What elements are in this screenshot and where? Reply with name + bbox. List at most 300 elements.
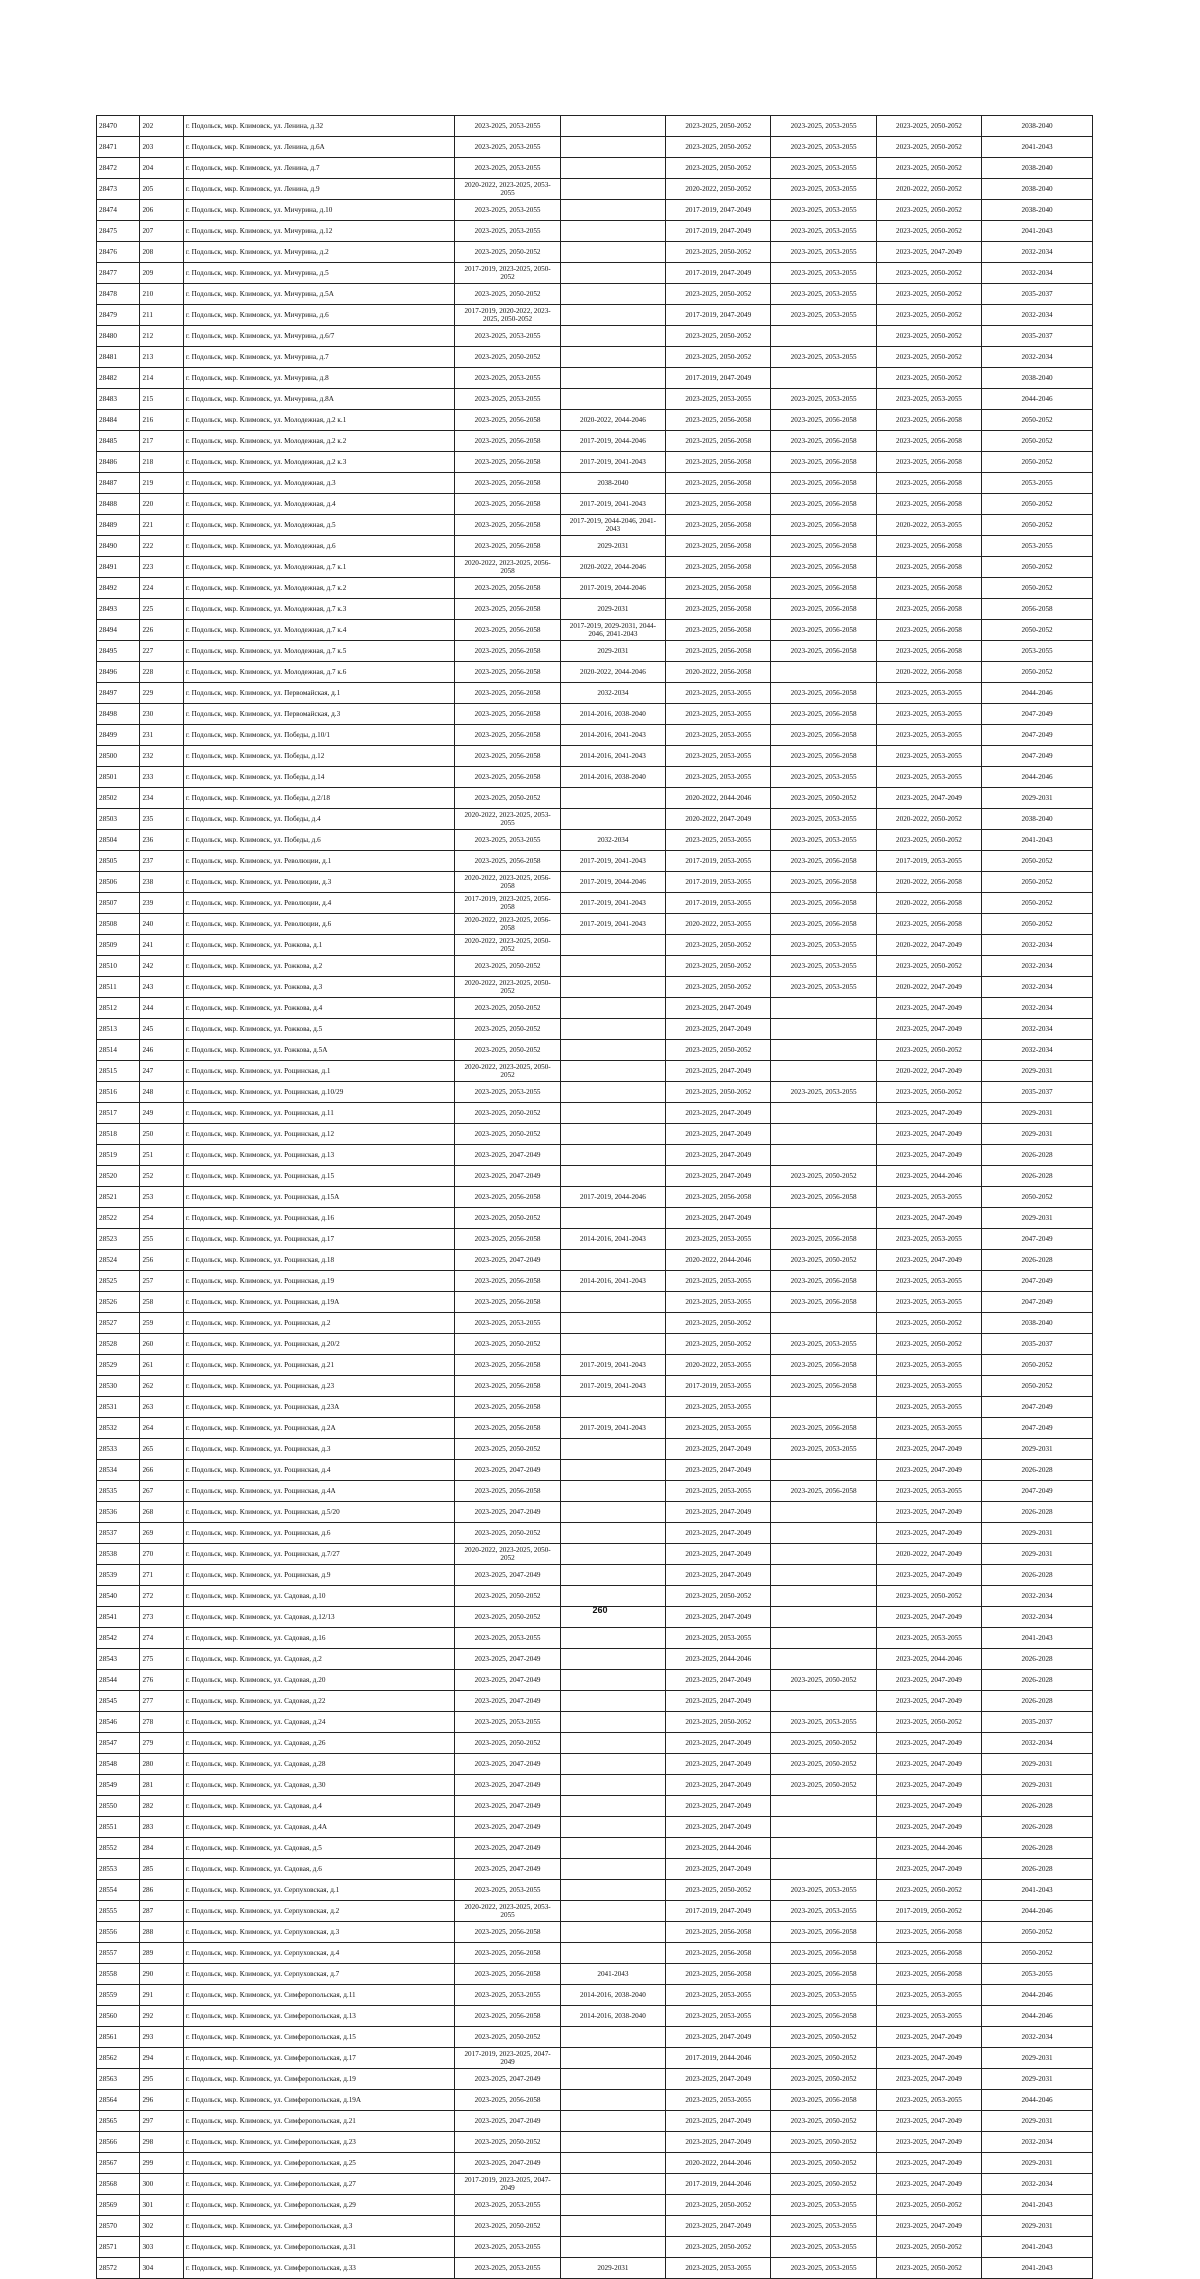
period-cell-2 [560, 1922, 665, 1943]
address-cell: г. Подольск, мкр. Климовск, ул. Рожкова, д.2 [183, 956, 455, 977]
period-cell-1: 2023-2025, 2047-2049 [455, 2153, 560, 2174]
period-cell-6: 2026-2028 [982, 1838, 1093, 1859]
address-cell: г. Подольск, мкр. Климовск, ул. Садовая, д.30 [183, 1775, 455, 1796]
number-cell: 240 [140, 914, 183, 935]
period-cell-4: 2023-2025, 2056-2058 [771, 1922, 876, 1943]
period-cell-6: 2047-2049 [982, 1481, 1093, 1502]
address-cell: г. Подольск, мкр. Климовск, ул. Рощинская, д.19А [183, 1292, 455, 1313]
period-cell-2 [560, 2027, 665, 2048]
period-cell-3: 2023-2025, 2050-2052 [666, 977, 771, 998]
period-cell-3: 2023-2025, 2053-2055 [666, 2006, 771, 2027]
table-row [97, 1943, 1093, 1964]
period-cell-6: 2050-2052 [982, 431, 1093, 452]
record-id-cell: 28545 [97, 1691, 140, 1712]
period-cell-5: 2023-2025, 2047-2049 [876, 1019, 981, 1040]
period-cell-6: 2050-2052 [982, 851, 1093, 872]
period-cell-5: 2023-2025, 2053-2055 [876, 1397, 981, 1418]
period-cell-1: 2023-2025, 2056-2058 [455, 2006, 560, 2027]
table-row [97, 1145, 1093, 1166]
number-cell: 230 [140, 704, 183, 725]
period-cell-1: 2023-2025, 2056-2058 [455, 2090, 560, 2111]
address-cell: г. Подольск, мкр. Климовск, ул. Рощинская, д.15А [183, 1187, 455, 1208]
table-row [97, 830, 1093, 851]
period-cell-1: 2023-2025, 2056-2058 [455, 725, 560, 746]
number-cell: 274 [140, 1628, 183, 1649]
record-id-cell: 28474 [97, 200, 140, 221]
period-cell-4 [771, 1691, 876, 1712]
record-id-cell: 28546 [97, 1712, 140, 1733]
address-cell: г. Подольск, мкр. Климовск, ул. Садовая, д.2 [183, 1649, 455, 1670]
address-cell: г. Подольск, мкр. Климовск, ул. Победы, д.4 [183, 809, 455, 830]
period-cell-1: 2023-2025, 2056-2058 [455, 851, 560, 872]
address-cell: г. Подольск, мкр. Климовск, ул. Рощинская, д.6 [183, 1523, 455, 1544]
number-cell: 262 [140, 1376, 183, 1397]
period-cell-2 [560, 1481, 665, 1502]
period-cell-5: 2023-2025, 2050-2052 [876, 1712, 981, 1733]
address-cell: г. Подольск, мкр. Климовск, ул. Серпуховская, д.2 [183, 1901, 455, 1922]
number-cell: 217 [140, 431, 183, 452]
address-cell: г. Подольск, мкр. Климовск, ул. Мичурина, д.8А [183, 389, 455, 410]
record-id-cell: 28519 [97, 1145, 140, 1166]
period-cell-6: 2029-2031 [982, 1754, 1093, 1775]
period-cell-5: 2023-2025, 2056-2058 [876, 536, 981, 557]
number-cell: 282 [140, 1796, 183, 1817]
number-cell: 243 [140, 977, 183, 998]
period-cell-6: 2050-2052 [982, 410, 1093, 431]
period-cell-6: 2044-2046 [982, 2006, 1093, 2027]
period-cell-2 [560, 2090, 665, 2111]
record-id-cell: 28568 [97, 2174, 140, 2195]
number-cell: 296 [140, 2090, 183, 2111]
period-cell-6: 2029-2031 [982, 788, 1093, 809]
record-id-cell: 28512 [97, 998, 140, 1019]
period-cell-1: 2023-2025, 2050-2052 [455, 956, 560, 977]
address-cell: г. Подольск, мкр. Климовск, ул. Рощинская, д.9 [183, 1565, 455, 1586]
address-cell: г. Подольск, мкр. Климовск, ул. Симферопольская, д.13 [183, 2006, 455, 2027]
table-row [97, 1502, 1093, 1523]
period-cell-3: 2023-2025, 2056-2058 [666, 431, 771, 452]
period-cell-6: 2050-2052 [982, 1922, 1093, 1943]
record-id-cell: 28490 [97, 536, 140, 557]
period-cell-3: 2023-2025, 2056-2058 [666, 410, 771, 431]
record-id-cell: 28536 [97, 1502, 140, 1523]
period-cell-6: 2032-2034 [982, 1607, 1093, 1628]
period-cell-3: 2023-2025, 2056-2058 [666, 536, 771, 557]
period-cell-4: 2023-2025, 2056-2058 [771, 1355, 876, 1376]
period-cell-6: 2053-2055 [982, 536, 1093, 557]
number-cell: 235 [140, 809, 183, 830]
number-cell: 221 [140, 515, 183, 536]
period-cell-2: 2029-2031 [560, 599, 665, 620]
address-cell: г. Подольск, мкр. Климовск, ул. Революции, д.4 [183, 893, 455, 914]
period-cell-1: 2023-2025, 2056-2058 [455, 1481, 560, 1502]
period-cell-2 [560, 1943, 665, 1964]
period-cell-4: 2023-2025, 2053-2055 [771, 116, 876, 137]
period-cell-2 [560, 368, 665, 389]
period-cell-4: 2023-2025, 2053-2055 [771, 1082, 876, 1103]
number-cell: 284 [140, 1838, 183, 1859]
period-cell-6: 2032-2034 [982, 2174, 1093, 2195]
period-cell-4: 2023-2025, 2053-2055 [771, 1439, 876, 1460]
period-cell-5: 2023-2025, 2047-2049 [876, 1691, 981, 1712]
period-cell-3: 2023-2025, 2050-2052 [666, 158, 771, 179]
record-id-cell: 28560 [97, 2006, 140, 2027]
period-cell-1: 2023-2025, 2050-2052 [455, 1040, 560, 1061]
period-cell-6: 2050-2052 [982, 1376, 1093, 1397]
period-cell-5: 2023-2025, 2050-2052 [876, 326, 981, 347]
table-row [97, 641, 1093, 662]
table-row [97, 1418, 1093, 1439]
period-cell-2: 2020-2022, 2044-2046 [560, 662, 665, 683]
period-cell-5: 2020-2022, 2047-2049 [876, 977, 981, 998]
number-cell: 241 [140, 935, 183, 956]
period-cell-2 [560, 158, 665, 179]
period-cell-1: 2023-2025, 2053-2055 [455, 1712, 560, 1733]
period-cell-1: 2023-2025, 2056-2058 [455, 1964, 560, 1985]
number-cell: 259 [140, 1313, 183, 1334]
period-cell-1: 2023-2025, 2047-2049 [455, 2069, 560, 2090]
period-cell-2: 2014-2016, 2041-2043 [560, 1271, 665, 1292]
period-cell-4: 2023-2025, 2056-2058 [771, 536, 876, 557]
period-cell-3: 2023-2025, 2047-2049 [666, 1166, 771, 1187]
table-row [97, 1061, 1093, 1082]
number-cell: 228 [140, 662, 183, 683]
record-id-cell: 28486 [97, 452, 140, 473]
address-cell: г. Подольск, мкр. Климовск, ул. Садовая, д.28 [183, 1754, 455, 1775]
period-cell-5: 2023-2025, 2056-2058 [876, 494, 981, 515]
period-cell-2 [560, 2132, 665, 2153]
address-cell: г. Подольск, мкр. Климовск, ул. Молодежная, д.7 к.3 [183, 599, 455, 620]
period-cell-1: 2023-2025, 2053-2055 [455, 1082, 560, 1103]
record-id-cell: 28563 [97, 2069, 140, 2090]
number-cell: 271 [140, 1565, 183, 1586]
period-cell-5: 2023-2025, 2056-2058 [876, 1922, 981, 1943]
address-cell: г. Подольск, мкр. Климовск, ул. Мичурина, д.2 [183, 242, 455, 263]
period-cell-4: 2023-2025, 2053-2055 [771, 305, 876, 326]
period-cell-5: 2023-2025, 2053-2055 [876, 767, 981, 788]
period-cell-2 [560, 1334, 665, 1355]
period-cell-6: 2038-2040 [982, 368, 1093, 389]
period-cell-4 [771, 998, 876, 1019]
period-cell-6: 2029-2031 [982, 1439, 1093, 1460]
period-cell-1: 2023-2025, 2056-2058 [455, 599, 560, 620]
number-cell: 268 [140, 1502, 183, 1523]
address-cell: г. Подольск, мкр. Климовск, ул. Симферопольская, д.29 [183, 2195, 455, 2216]
period-cell-1: 2023-2025, 2050-2052 [455, 2216, 560, 2237]
table-row [97, 1712, 1093, 1733]
period-cell-1: 2023-2025, 2050-2052 [455, 1124, 560, 1145]
table-row [97, 662, 1093, 683]
period-cell-2 [560, 305, 665, 326]
period-cell-2 [560, 1082, 665, 1103]
period-cell-6: 2050-2052 [982, 557, 1093, 578]
table-row [97, 935, 1093, 956]
period-cell-6: 2032-2034 [982, 263, 1093, 284]
period-cell-4 [771, 1649, 876, 1670]
record-id-cell: 28547 [97, 1733, 140, 1754]
period-cell-3: 2020-2022, 2044-2046 [666, 2153, 771, 2174]
table-row [97, 767, 1093, 788]
period-cell-2: 2029-2031 [560, 641, 665, 662]
period-cell-5: 2023-2025, 2050-2052 [876, 284, 981, 305]
period-cell-3: 2023-2025, 2050-2052 [666, 116, 771, 137]
period-cell-1: 2023-2025, 2056-2058 [455, 1229, 560, 1250]
period-cell-1: 2023-2025, 2056-2058 [455, 473, 560, 494]
period-cell-3: 2023-2025, 2056-2058 [666, 599, 771, 620]
address-cell: г. Подольск, мкр. Климовск, ул. Ленина, д.7 [183, 158, 455, 179]
period-cell-6: 2047-2049 [982, 704, 1093, 725]
period-cell-5: 2023-2025, 2056-2058 [876, 1964, 981, 1985]
period-cell-4 [771, 1628, 876, 1649]
period-cell-1: 2023-2025, 2050-2052 [455, 347, 560, 368]
period-cell-3: 2023-2025, 2050-2052 [666, 1712, 771, 1733]
record-id-cell: 28558 [97, 1964, 140, 1985]
number-cell: 237 [140, 851, 183, 872]
period-cell-5: 2017-2019, 2053-2055 [876, 851, 981, 872]
address-cell: г. Подольск, мкр. Климовск, ул. Молодежная, д.5 [183, 515, 455, 536]
period-cell-1: 2017-2019, 2023-2025, 2047-2049 [455, 2048, 560, 2069]
period-cell-6: 2032-2034 [982, 347, 1093, 368]
period-cell-4: 2023-2025, 2056-2058 [771, 1943, 876, 1964]
period-cell-3: 2023-2025, 2053-2055 [666, 1418, 771, 1439]
period-cell-1: 2020-2022, 2023-2025, 2050-2052 [455, 1061, 560, 1082]
period-cell-4: 2023-2025, 2056-2058 [771, 1376, 876, 1397]
period-cell-1: 2023-2025, 2053-2055 [455, 2195, 560, 2216]
table-row [97, 200, 1093, 221]
record-id-cell: 28521 [97, 1187, 140, 1208]
record-id-cell: 28507 [97, 893, 140, 914]
period-cell-1: 2020-2022, 2023-2025, 2056-2058 [455, 914, 560, 935]
address-cell: г. Подольск, мкр. Климовск, ул. Молодежная, д.7 к.5 [183, 641, 455, 662]
period-cell-1: 2023-2025, 2047-2049 [455, 2111, 560, 2132]
table-row [97, 1691, 1093, 1712]
period-cell-4: 2023-2025, 2056-2058 [771, 641, 876, 662]
period-cell-6: 2050-2052 [982, 914, 1093, 935]
period-cell-1: 2023-2025, 2053-2055 [455, 2237, 560, 2258]
period-cell-2: 2017-2019, 2041-2043 [560, 1418, 665, 1439]
period-cell-4: 2023-2025, 2056-2058 [771, 1418, 876, 1439]
record-id-cell: 28524 [97, 1250, 140, 1271]
table-row [97, 368, 1093, 389]
period-cell-1: 2023-2025, 2047-2049 [455, 1859, 560, 1880]
period-cell-3: 2023-2025, 2050-2052 [666, 242, 771, 263]
period-cell-3: 2020-2022, 2044-2046 [666, 788, 771, 809]
period-cell-1: 2023-2025, 2056-2058 [455, 431, 560, 452]
table-row [97, 1313, 1093, 1334]
record-id-cell: 28561 [97, 2027, 140, 2048]
period-cell-5: 2023-2025, 2053-2055 [876, 1271, 981, 1292]
period-cell-4: 2023-2025, 2053-2055 [771, 809, 876, 830]
record-id-cell: 28513 [97, 1019, 140, 1040]
period-cell-1: 2023-2025, 2056-2058 [455, 452, 560, 473]
number-cell: 269 [140, 1523, 183, 1544]
period-cell-1: 2023-2025, 2056-2058 [455, 1376, 560, 1397]
period-cell-3: 2023-2025, 2047-2049 [666, 1565, 771, 1586]
period-cell-1: 2023-2025, 2053-2055 [455, 1313, 560, 1334]
period-cell-5: 2023-2025, 2047-2049 [876, 1859, 981, 1880]
period-cell-2: 2017-2019, 2041-2043 [560, 452, 665, 473]
period-cell-3: 2023-2025, 2050-2052 [666, 2237, 771, 2258]
period-cell-4 [771, 1859, 876, 1880]
period-cell-1: 2023-2025, 2050-2052 [455, 788, 560, 809]
record-id-cell: 28482 [97, 368, 140, 389]
table-row [97, 1439, 1093, 1460]
period-cell-5: 2023-2025, 2047-2049 [876, 1775, 981, 1796]
address-cell: г. Подольск, мкр. Климовск, ул. Рожкова, д.5А [183, 1040, 455, 1061]
number-cell: 286 [140, 1880, 183, 1901]
record-id-cell: 28511 [97, 977, 140, 998]
record-id-cell: 28485 [97, 431, 140, 452]
period-cell-6: 2050-2052 [982, 893, 1093, 914]
record-id-cell: 28538 [97, 1544, 140, 1565]
table-row [97, 452, 1093, 473]
period-cell-5: 2023-2025, 2047-2049 [876, 1502, 981, 1523]
period-cell-2 [560, 1880, 665, 1901]
period-cell-2: 2038-2040 [560, 473, 665, 494]
period-cell-5: 2020-2022, 2053-2055 [876, 515, 981, 536]
number-cell: 232 [140, 746, 183, 767]
period-cell-4 [771, 1502, 876, 1523]
period-cell-3: 2023-2025, 2056-2058 [666, 578, 771, 599]
period-cell-5: 2023-2025, 2056-2058 [876, 578, 981, 599]
address-cell: г. Подольск, мкр. Климовск, ул. Серпуховская, д.1 [183, 1880, 455, 1901]
period-cell-1: 2020-2022, 2023-2025, 2053-2055 [455, 809, 560, 830]
address-cell: г. Подольск, мкр. Климовск, ул. Симферопольская, д.3 [183, 2216, 455, 2237]
address-cell: г. Подольск, мкр. Климовск, ул. Симферопольская, д.31 [183, 2237, 455, 2258]
period-cell-2 [560, 935, 665, 956]
period-cell-3: 2017-2019, 2047-2049 [666, 200, 771, 221]
period-cell-4: 2023-2025, 2050-2052 [771, 2069, 876, 2090]
period-cell-2 [560, 1208, 665, 1229]
period-cell-5: 2023-2025, 2047-2049 [876, 2111, 981, 2132]
period-cell-1: 2023-2025, 2047-2049 [455, 1166, 560, 1187]
table-row [97, 2195, 1093, 2216]
address-cell: г. Подольск, мкр. Климовск, ул. Молодежная, д.4 [183, 494, 455, 515]
period-cell-3: 2023-2025, 2053-2055 [666, 2090, 771, 2111]
table-row [97, 914, 1093, 935]
number-cell: 220 [140, 494, 183, 515]
address-cell: г. Подольск, мкр. Климовск, ул. Садовая, д.4 [183, 1796, 455, 1817]
number-cell: 223 [140, 557, 183, 578]
period-cell-1: 2023-2025, 2047-2049 [455, 1796, 560, 1817]
record-id-cell: 28472 [97, 158, 140, 179]
number-cell: 289 [140, 1943, 183, 1964]
period-cell-2 [560, 1523, 665, 1544]
period-cell-3: 2023-2025, 2053-2055 [666, 389, 771, 410]
period-cell-2: 2014-2016, 2038-2040 [560, 704, 665, 725]
address-cell: г. Подольск, мкр. Климовск, ул. Серпуховская, д.7 [183, 1964, 455, 1985]
period-cell-3: 2023-2025, 2047-2049 [666, 1208, 771, 1229]
period-cell-2 [560, 1859, 665, 1880]
record-id-cell: 28494 [97, 620, 140, 641]
period-cell-6: 2029-2031 [982, 2111, 1093, 2132]
table-row [97, 158, 1093, 179]
period-cell-4 [771, 1586, 876, 1607]
period-cell-1: 2020-2022, 2023-2025, 2056-2058 [455, 557, 560, 578]
period-cell-4 [771, 1460, 876, 1481]
period-cell-2 [560, 2174, 665, 2195]
record-id-cell: 28520 [97, 1166, 140, 1187]
address-cell: г. Подольск, мкр. Климовск, ул. Рожкова, д.5 [183, 1019, 455, 1040]
record-id-cell: 28535 [97, 1481, 140, 1502]
period-cell-4: 2023-2025, 2053-2055 [771, 200, 876, 221]
period-cell-1: 2023-2025, 2056-2058 [455, 1271, 560, 1292]
period-cell-5: 2023-2025, 2050-2052 [876, 1334, 981, 1355]
period-cell-5: 2023-2025, 2047-2049 [876, 1754, 981, 1775]
period-cell-2 [560, 788, 665, 809]
number-cell: 209 [140, 263, 183, 284]
period-cell-3: 2023-2025, 2047-2049 [666, 1817, 771, 1838]
period-cell-4: 2023-2025, 2053-2055 [771, 1901, 876, 1922]
table-row [97, 893, 1093, 914]
period-cell-1: 2023-2025, 2047-2049 [455, 1565, 560, 1586]
number-cell: 226 [140, 620, 183, 641]
record-id-cell: 28523 [97, 1229, 140, 1250]
period-cell-6: 2026-2028 [982, 1250, 1093, 1271]
number-cell: 204 [140, 158, 183, 179]
record-id-cell: 28550 [97, 1796, 140, 1817]
record-id-cell: 28514 [97, 1040, 140, 1061]
period-cell-4: 2023-2025, 2053-2055 [771, 389, 876, 410]
period-cell-3: 2023-2025, 2050-2052 [666, 326, 771, 347]
record-id-cell: 28530 [97, 1376, 140, 1397]
period-cell-6: 2032-2034 [982, 305, 1093, 326]
period-cell-6: 2026-2028 [982, 1565, 1093, 1586]
address-cell: г. Подольск, мкр. Климовск, ул. Симферопольская, д.23 [183, 2132, 455, 2153]
period-cell-1: 2023-2025, 2050-2052 [455, 1208, 560, 1229]
record-id-cell: 28562 [97, 2048, 140, 2069]
period-cell-1: 2023-2025, 2050-2052 [455, 1733, 560, 1754]
number-cell: 205 [140, 179, 183, 200]
period-cell-2 [560, 347, 665, 368]
period-cell-6: 2047-2049 [982, 1292, 1093, 1313]
period-cell-4: 2023-2025, 2056-2058 [771, 893, 876, 914]
record-id-cell: 28505 [97, 851, 140, 872]
period-cell-6: 2050-2052 [982, 620, 1093, 641]
number-cell: 304 [140, 2258, 183, 2279]
table-row [97, 1082, 1093, 1103]
period-cell-6: 2026-2028 [982, 1859, 1093, 1880]
number-cell: 234 [140, 788, 183, 809]
address-cell: г. Подольск, мкр. Климовск, ул. Молодежная, д.2 к.1 [183, 410, 455, 431]
period-cell-3: 2023-2025, 2047-2049 [666, 1145, 771, 1166]
period-cell-2 [560, 326, 665, 347]
number-cell: 258 [140, 1292, 183, 1313]
table-row [97, 1838, 1093, 1859]
period-cell-5: 2023-2025, 2047-2049 [876, 788, 981, 809]
period-cell-5: 2023-2025, 2050-2052 [876, 1313, 981, 1334]
period-cell-3: 2023-2025, 2047-2049 [666, 2111, 771, 2132]
period-cell-5: 2020-2022, 2056-2058 [876, 872, 981, 893]
period-cell-4 [771, 1565, 876, 1586]
period-cell-5: 2023-2025, 2047-2049 [876, 2132, 981, 2153]
table-row [97, 221, 1093, 242]
period-cell-5: 2023-2025, 2047-2049 [876, 1733, 981, 1754]
record-id-cell: 28551 [97, 1817, 140, 1838]
address-cell: г. Подольск, мкр. Климовск, ул. Революции, д.3 [183, 872, 455, 893]
period-cell-6: 2041-2043 [982, 1880, 1093, 1901]
period-cell-5: 2023-2025, 2053-2055 [876, 1628, 981, 1649]
period-cell-3: 2023-2025, 2053-2055 [666, 830, 771, 851]
number-cell: 276 [140, 1670, 183, 1691]
period-cell-3: 2023-2025, 2047-2049 [666, 1439, 771, 1460]
number-cell: 297 [140, 2111, 183, 2132]
record-id-cell: 28554 [97, 1880, 140, 1901]
period-cell-5: 2023-2025, 2056-2058 [876, 914, 981, 935]
period-cell-2 [560, 1628, 665, 1649]
period-cell-3: 2020-2022, 2050-2052 [666, 179, 771, 200]
number-cell: 285 [140, 1859, 183, 1880]
